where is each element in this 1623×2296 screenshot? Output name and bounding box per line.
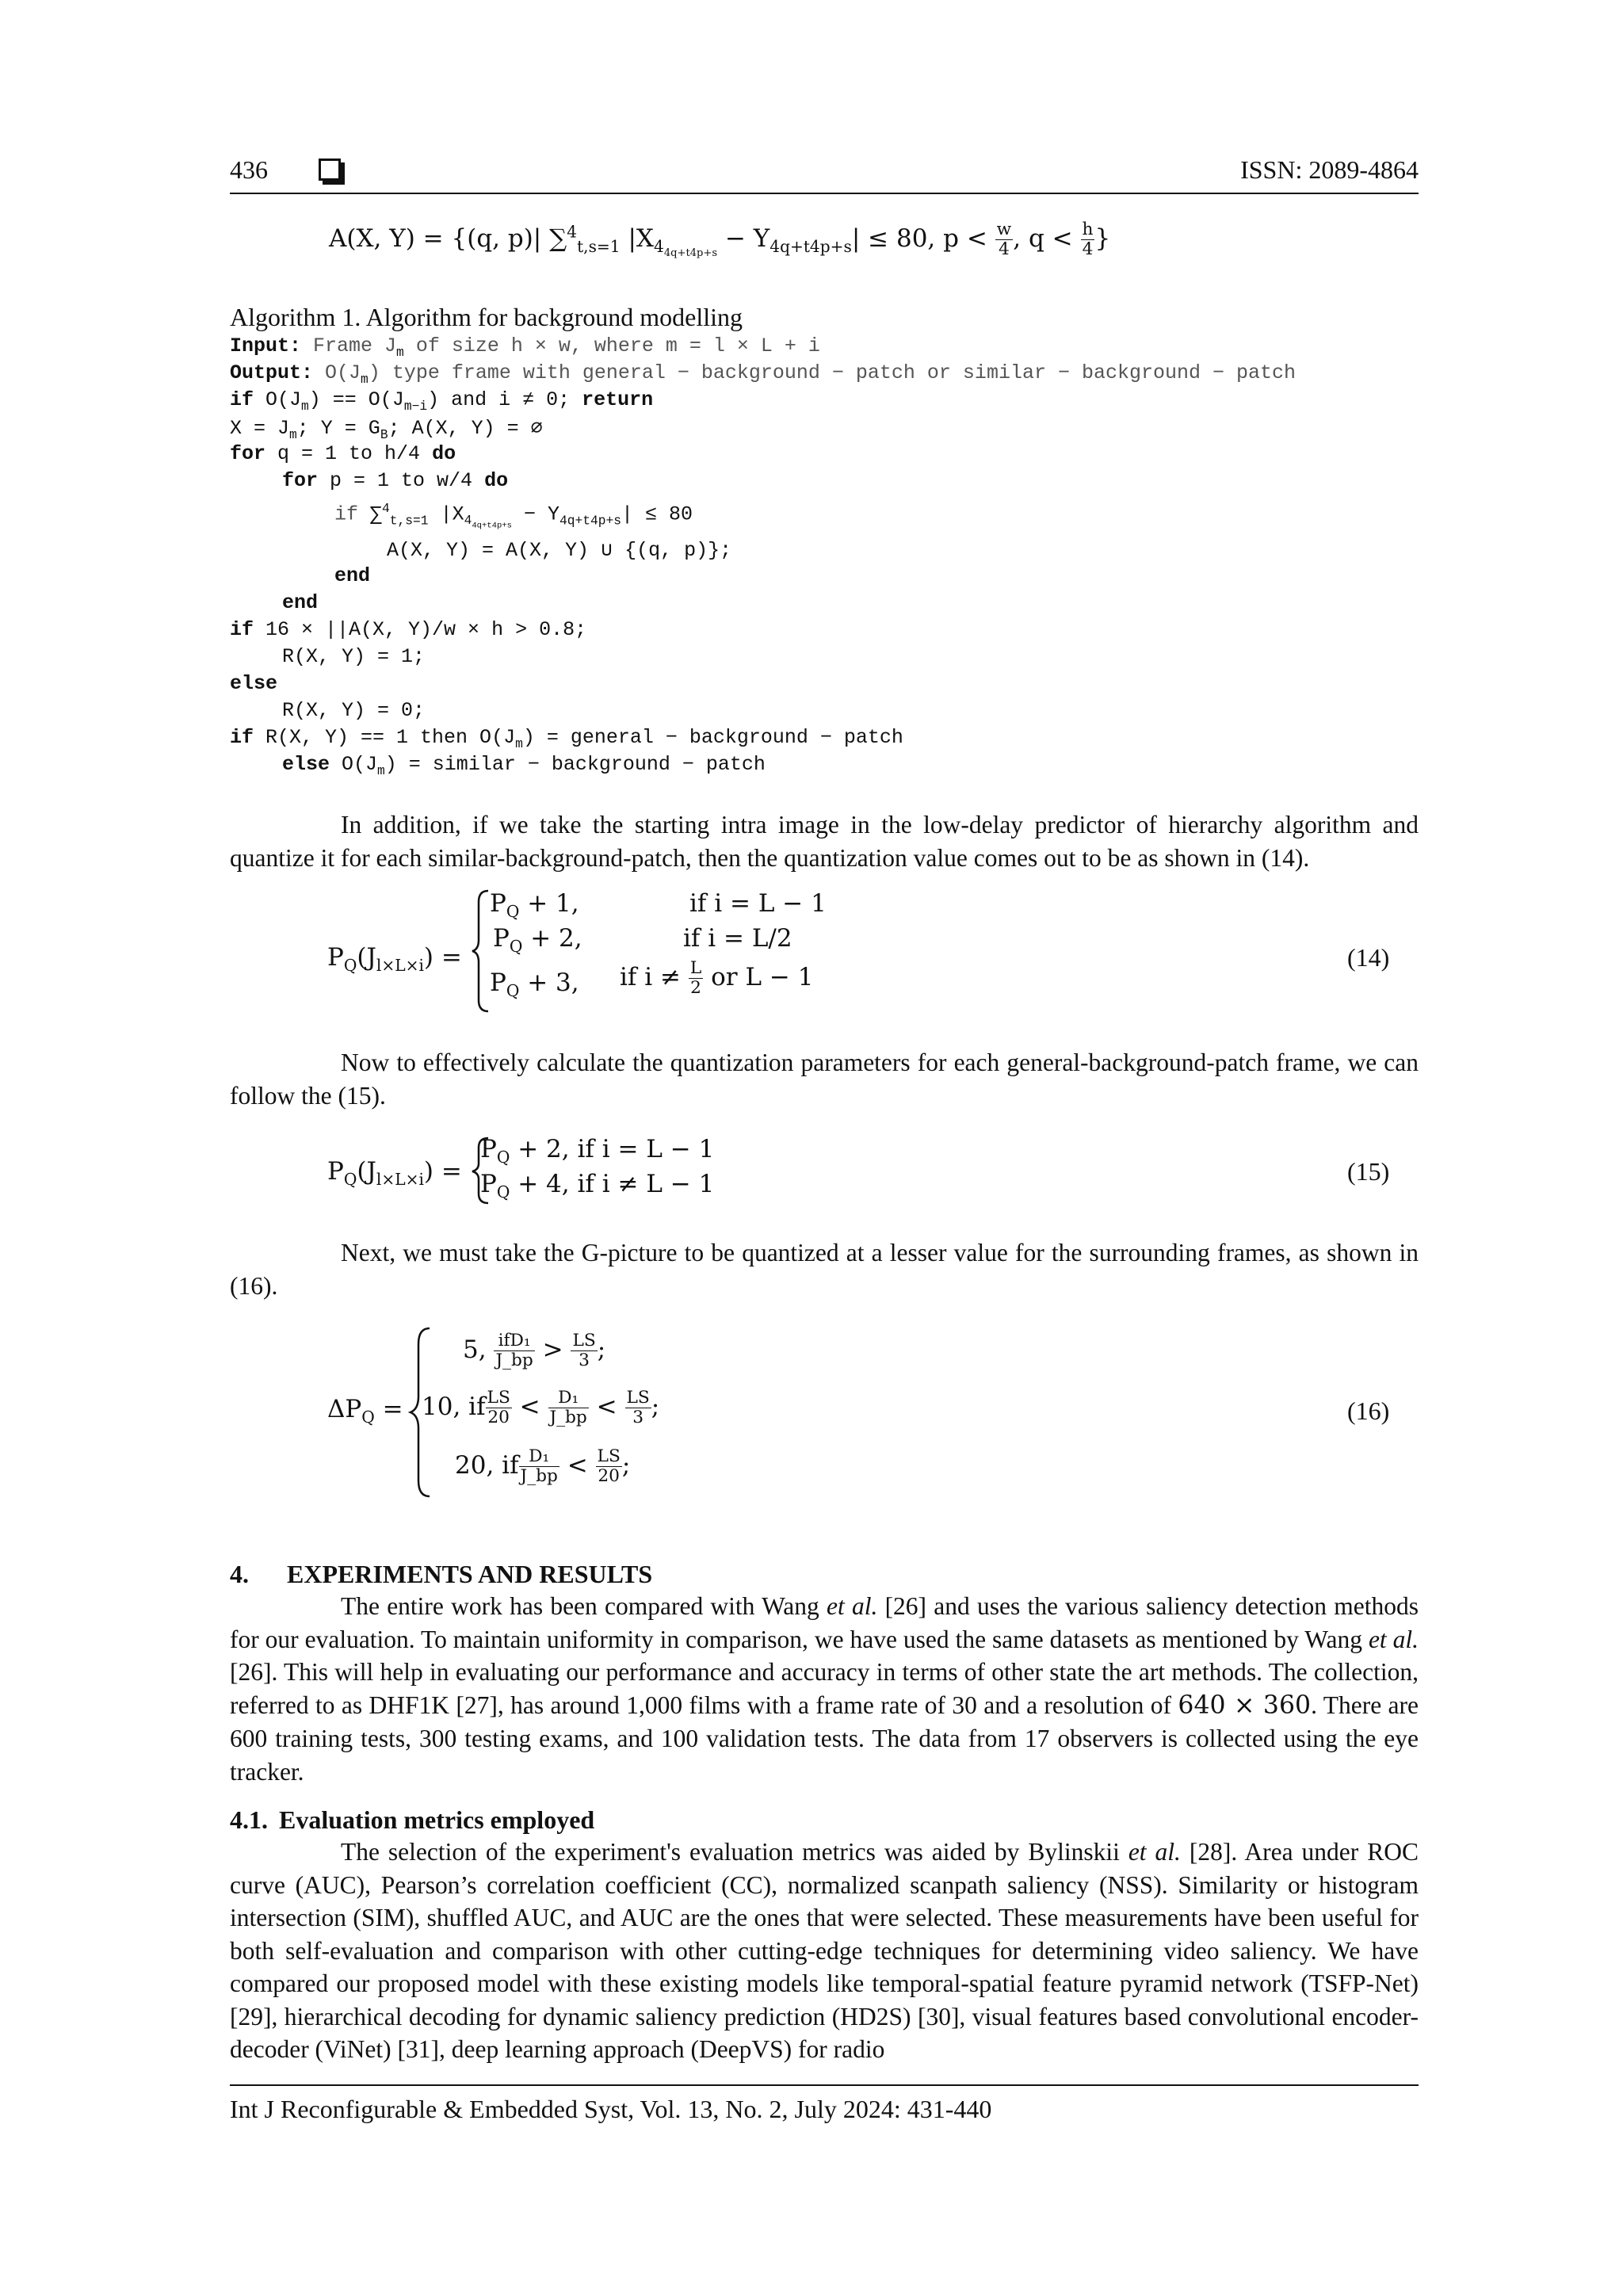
equation-14-row: $P_Q + 3$, <box>490 968 579 1001</box>
page-footer: Int J Reconfigurable & Embedded Syst, Vol. 13, No. 2, July 2024: 431-440 <box>230 2095 992 2123</box>
page-number: 436 <box>230 155 268 184</box>
issn: ISSN: 2089-4864 <box>1240 155 1419 184</box>
header-rule <box>230 193 1419 194</box>
equation-14-brace <box>469 888 491 1014</box>
equation-16-row: 20, if $\frac{\text{D₁}}{J\_bp}$ < $\frac{LS}{20}$ ; <box>455 1446 631 1486</box>
paragraph: The entire work has been compared with Wang et al. [26] and uses the various saliency detection methods for our evaluation. To maintain uniformity in comparison, we have used the same datasets as mentioned by Wang et al. [26]. This will help in evaluating our performance and accuracy in terms of other state the art methods. The collection, referred to as DHF1K [27], has around 1,000 films with a frame rate of 30 and a resolution of 640 × 360. There are 600 training tests, 300 testing exams, and 100 validation tests. The data from 17 observers is collected using the eye tracker. <box>230 1592 1419 1786</box>
algorithm-title: Algorithm 1. Algorithm for background modelling <box>230 303 743 331</box>
paragraph: Now to effectively calculate the quantization parameters for each general-background-patch frame, we can follow the (15). <box>230 1049 1419 1110</box>
footer-rule <box>230 2084 1419 2086</box>
equation-14-cond: if i ≠ $\frac{L}{2}$ or L − 1 <box>620 958 814 998</box>
subsection-heading: 4.1. Evaluation metrics employed <box>230 1805 595 1834</box>
algorithm-line: Output: $O(J_m)$ type frame with general − background − patch or similar − background − patch <box>230 361 1296 387</box>
equation-15-row: $P_Q + 4$, if i ≠ L − 1 <box>480 1170 715 1202</box>
algorithm-line: R(X, Y) = 1; <box>282 645 426 668</box>
equation-16-row: 10, if $\frac{LS}{20}$ < $\frac{\text{D₁}}{J\_bp}$ < $\frac{LS}{3}$ ; <box>422 1388 660 1427</box>
algorithm-line: $X = J_m$; $Y = G_B$; A(X, Y) = ∅ <box>230 417 543 442</box>
section-heading: 4. EXPERIMENTS AND RESULTS <box>230 1560 653 1588</box>
equation-14-lhs: $P_Q(J_{l\times L\times i})$ = <box>327 943 462 976</box>
equation-number: (15) <box>1347 1157 1390 1186</box>
equation-15-row: $P_Q + 2$, if i = L − 1 <box>480 1135 715 1167</box>
algorithm-line: R(X, Y) = 0; <box>282 699 426 722</box>
paragraph: In addition, if we take the starting intra image in the low-delay predictor of hierarchy algorithm and quantize it for each similar-background-patch, then the quantization value comes out to be as shown in (14). <box>230 811 1419 872</box>
checkbox-square-icon <box>319 159 341 181</box>
equation-15-lhs: $P_Q(J_{l\times L\times i})$ = <box>327 1157 462 1190</box>
page-header <box>230 155 1419 190</box>
algorithm-line: else <box>230 672 278 695</box>
equation-16-row: 5, $\frac{\text{ifD₁}}{J\_bp}$ > $\frac{LS}{3}$ ; <box>463 1331 606 1370</box>
algorithm-line: end <box>334 564 371 587</box>
equation-13: A(X, Y) = {(q, p)| ∑$^4_{t,s=1}$ $|X_{4_{4q+t4p+s}} - Y_{4q+t4p+s}| \le 80$, p < $\frac{w}{4}$ , q < $\frac{h}{4}$ } <box>329 220 1111 260</box>
equation-14-row: $P_Q + 1$, <box>490 889 579 922</box>
algorithm-line: Input: Frame $J_m$ of size h × w, where m = l × L + i <box>230 334 820 360</box>
algorithm-line: if R(X, Y) == 1 then $O(J_m)$ = general − background − patch <box>230 726 903 751</box>
algorithm-line: if $O(J_m) == O(J_{m-i})$ and i ≠ 0; return <box>230 388 654 414</box>
paragraph: Next, we must take the G-picture to be quantized at a lesser value for the surrounding frames, as shown in (16). <box>230 1239 1419 1300</box>
algorithm-line: for q = 1 to h/4 do <box>230 442 456 465</box>
algorithm-line: end <box>282 591 319 614</box>
algorithm-line: A(X, Y) = A(X, Y) ∪ {(q, p)}; <box>387 539 732 562</box>
paragraph: The selection of the experiment's evaluation metrics was aided by Bylinskii et al. [28]. Area under ROC curve (AUC), Pearson’s correlation coefficient (CC), normalized scanpath saliency (NSS). Similarity or histogram intersection (SIM), shuffled AUC, and AUC are the ones that were selected. These measurements have been useful for both self-evaluation and comparison with other cutting-edge techniques for determining video saliency. We have compared our proposed model with these existing models like temporal-spatial feature pyramid network (TSFP-Net) [29], hierarchical decoding for dynamic saliency prediction (HD2S) [30], visual features based convolutional encoder-decoder (ViNet) [31], deep learning approach (DeepVS) for radio <box>230 1838 1419 2063</box>
equation-14-cond: if i = L/2 <box>683 924 792 953</box>
equation-14-row: $P_Q + 2$, <box>493 924 582 957</box>
equation-number: (14) <box>1347 943 1390 972</box>
algorithm-line: if 16 × ||A(X, Y)/w × h > 0.8; <box>230 618 587 641</box>
equation-16-lhs: $\Delta P_Q$ = <box>327 1395 403 1427</box>
algorithm-line: for p = 1 to w/4 do <box>282 469 509 492</box>
equation-number: (16) <box>1347 1396 1390 1425</box>
algorithm-line: if ∑$^4_{t,s=1}$ $|X_{4_{4q+t4p+s}} - Y_{4q+t4p+s}| \le 80$ <box>334 501 693 531</box>
equation-14-cond: if i = L − 1 <box>689 889 827 918</box>
algorithm-line: else $O(J_m)$ = similar − background − patch <box>282 753 766 778</box>
